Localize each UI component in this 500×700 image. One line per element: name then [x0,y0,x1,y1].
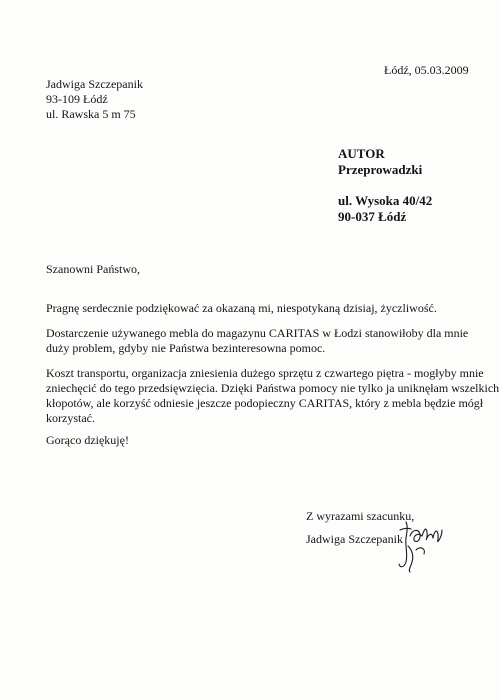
signoff-name: Jadwiga Szczepanik [306,532,403,546]
recipient-postal-city: 90-037 Łódź [338,209,407,224]
recipient-address [338,146,432,225]
closing-thanks: Gorąco dziękuję! [46,433,129,447]
paragraph-2 [46,326,469,356]
signoff-regards: Z wyrazami szacunku, [306,509,415,523]
paragraph-3-line: korzystać. [46,411,95,425]
paragraph-3-line: zniechęcić do tego przedsięwzięcia. Dzięki Państwa pomocy nie tylko ja uniknęłam wszelkich [46,381,500,395]
sender-address [46,77,143,122]
sender-street: ul. Rawska 5 m 75 [46,107,136,121]
paragraph-1: Pragnę serdecznie podziękować za okazaną mi, niespotykaną dzisiaj, życzliwość. [46,301,437,315]
sender-name: Jadwiga Szczepanik [46,77,143,91]
handwritten-signature [396,516,444,574]
recipient-line2: Przeprowadzki [338,162,423,177]
paragraph-2-line: duży problem, gdyby nie Państwa bezinteresowna pomoc. [46,341,326,355]
paragraph-2-line: Dostarczenie używanego mebla do magazynu CARITAS w Łodzi stanowiłoby dla mnie [46,326,469,340]
paragraph-3-line: Koszt transportu, organizacja zniesienia dużego sprzętu z czwartego piętra - mogłyby mnie [46,366,484,380]
greeting: Szanowni Państwo, [46,262,140,276]
recipient-street: ul. Wysoka 40/42 [338,193,433,208]
letter-date: Łódź, 05.03.2009 [384,63,469,77]
paragraph-3 [46,366,500,426]
sender-postal-city: 93-109 Łódź [46,92,108,106]
paragraph-3-line: kłopotów, ale korzyść odniesie jeszcze podopieczny CARITAS, który z mebla będzie mógł [46,396,484,410]
recipient-line1: AUTOR [338,146,385,161]
